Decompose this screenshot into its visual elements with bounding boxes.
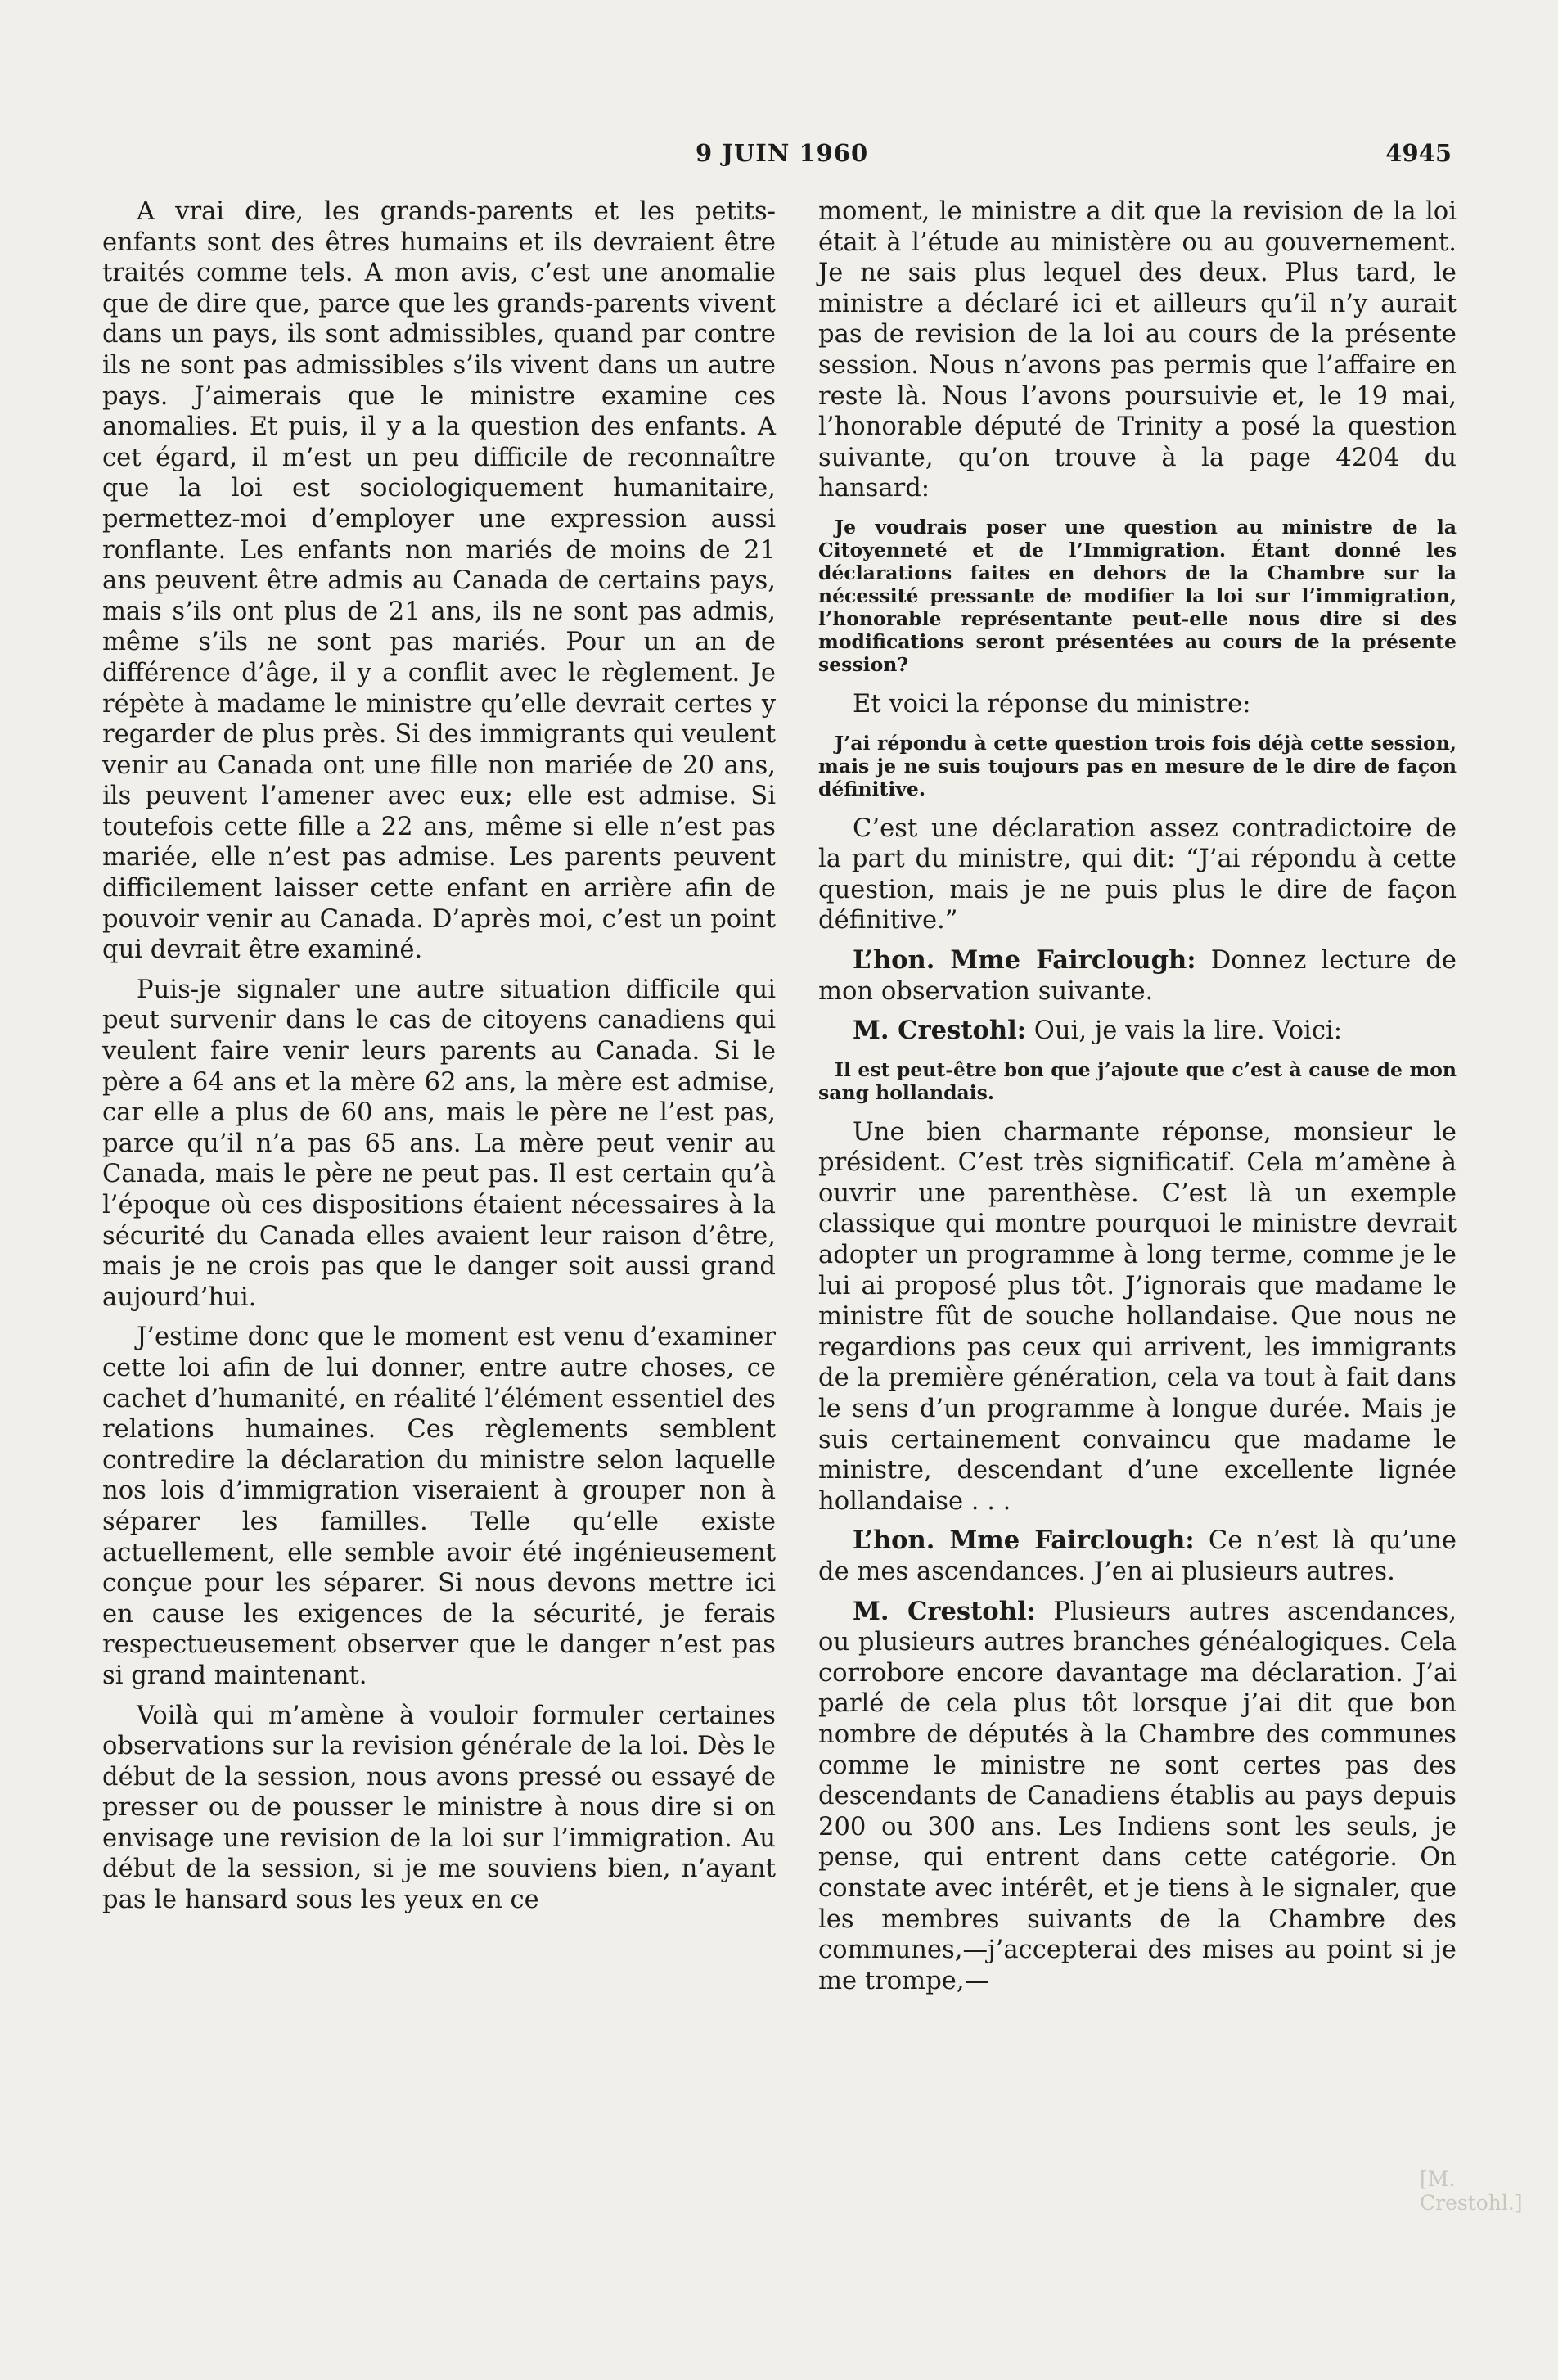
- left-column: [102, 196, 776, 1925]
- speaker-name: L’hon. Mme Fairclough:: [853, 944, 1196, 975]
- block-quote: J’ai répondu à cette question trois fois déjà cette session, mais je ne suis toujours pas en mesure de le dire de façon définitive.: [818, 731, 1457, 800]
- speaker-name: M. Crestohl:: [853, 1016, 1027, 1046]
- paragraph: Voilà qui m’amène à vouloir formuler certaines observations sur la revision générale de la loi. Dès le début de la session, nous avons pressé ou essayé de presser ou de pousser le ministre à nous dire si on envisage une revision de la loi sur l’immigration. Au début de la session, si je me souviens bien, n’ayant pas le hansard sous les yeux en ce: [102, 1701, 776, 1915]
- speech: [818, 1597, 1457, 1997]
- page-header: [0, 139, 1558, 172]
- paragraph: C’est une déclaration assez contradictoire de la part du ministre, qui dit: “J’ai répondu à cette question, mais je ne puis plus le dire de façon définitive.”: [818, 814, 1457, 935]
- paragraph: J’estime donc que le moment est venu d’examiner cette loi afin de lui donner, entre autre choses, ce cachet d’humanité, en réalité l’élément essentiel des relations humaines. Ces règlements semblent contredire la déclaration du ministre selon laquelle nos lois d’immigration viseraient à grouper non à séparer les familles. Telle qu’elle existe actuellement, elle semble avoir été ingénieusement conçue pour les séparer. Si nous devons mettre ici en cause les exigences de la sécurité, je ferais respectueusement observer que le danger n’est pas si grand maintenant.: [102, 1323, 776, 1690]
- paragraph: A vrai dire, les grands-parents et les petits-enfants sont des êtres humains et ils devraient être traités comme tels. A mon avis, c’est une anomalie que de dire que, parce que les grands-parents vivent dans un pays, ils sont admissibles, quand par contre ils ne sont pas admissibles s’ils vivent dans un autre pays. J’aimerais que le ministre examine ces anomalies. Et puis, il y a la question des enfants. A cet égard, il m’est un peu difficile de reconnaître que la loi est sociologiquement humanitaire, permettez-moi d’employer une expression aussi ronflante. Les enfants non mariés de moins de 21 ans peuvent être admis au Canada de certains pays, mais s’ils ont plus de 21 ans, ils ne sont pas admis, même s’ils ne sont pas mariés. Pour un an de différence d’âge, il y a conflit avec le règlement. Je répète à madame le ministre qu’elle devrait certes y regarder de plus près. Si des immigrants qui veulent venir au Canada ont une fille non mariée de 20 ans, ils peuvent l’amener avec eux; elle est admise. Si toutefois cette fille a 22 ans, même si elle n’est pas mariée, elle n’est pas admise. Les parents peuvent difficilement laisser cette enfant en arrière afin de pouvoir venir au Canada. D’après moi, c’est un point qui devrait être examiné.: [102, 197, 776, 965]
- speech-text: Plusieurs autres ascendances, ou plusieurs autres branches généalogiques. Cela corrobore encore davantage ma déclaration. J’ai parlé de cela plus tôt lorsque j’ai dit que bon nombre de députés à la Chambre des communes comme le ministre ne sont certes pas des descendants de Canadiens établis au pays depuis 200 ou 300 ans. Les Indiens sont les seuls, je pense, qui entrent dans cette catégorie. On constate avec intérêt, et je tiens à le signaler, que les membres suivants de la Chambre des communes,—j’accepterai des mises au point si je me trompe,—: [818, 1597, 1457, 1995]
- right-column: [818, 196, 1457, 2005]
- paragraph: Une bien charmante réponse, monsieur le président. C’est très significatif. Cela m’amène à ouvrir une parenthèse. C’est là un exemple classique qui montre pourquoi le ministre devrait adopter un programme à long terme, comme je le lui ai proposé plus tôt. J’ignorais que madame le ministre fût de souche hollandaise. Que nous ne regardions pas ceux qui arrivent, les immigrants de la première génération, cela va tout à fait dans le sens d’un programme à longue durée. Mais je suis certainement convaincu que madame le ministre, descendant d’une excellente lignée hollandaise . . .: [818, 1117, 1457, 1516]
- page-number: 4945: [1385, 139, 1452, 167]
- speech-text: Ce n’est là qu’une de mes ascendances. J’en ai plusieurs autres.: [818, 1526, 1457, 1586]
- paragraph: moment, le ministre a dit que la revision de la loi était à l’étude au ministère ou au gouvernement. Je ne sais plus lequel des deux. Plus tard, le ministre a déclaré ici et ailleurs qu’il n’y aurait pas de revision de la loi au cours de la présente session. Nous n’avons pas permis que l’affaire en reste là. Nous l’avons poursuivie et, le 19 mai, l’honorable député de Trinity a posé la question suivante, qu’on trouve à la page 4204 du hansard:: [818, 197, 1457, 503]
- bleed-through-text: [M. Crestohl.]: [1420, 2167, 1523, 2215]
- header-date: 9 JUIN 1960: [696, 139, 869, 167]
- paragraph: Et voici la réponse du ministre:: [853, 689, 1251, 719]
- block-quote: Je voudrais poser une question au ministre de la Citoyenneté et de l’Immigration. Étant donné les déclarations faites en dehors de la Chambre sur la nécessité pressante de modifier la loi sur l’immigration, l’honorable représentante peut-elle nous dire si des modifications seront présentées au cours de la présente session?: [818, 515, 1457, 676]
- speaker-name: L’hon. Mme Fairclough:: [853, 1526, 1195, 1556]
- block-quote: Il est peut-être bon que j’ajoute que c’est à cause de mon sang hollandais.: [818, 1057, 1457, 1104]
- paragraph: Puis-je signaler une autre situation difficile qui peut survenir dans le cas de citoyens canadiens qui veulent faire venir leurs parents au Canada. Si le père a 64 ans et la mère 62 ans, la mère est admise, car elle a plus de 60 ans, mais le père ne l’est pas, parce qu’il n’a pas 65 ans. La mère peut venir au Canada, mais le père ne peut pas. Il est certain qu’à l’époque où ces dispositions étaient nécessaires à la sécurité du Canada elles avaient leur raison d’être, mais je ne crois pas que le danger soit aussi grand aujourd’hui.: [102, 975, 776, 1312]
- speech-text: Oui, je vais la lire. Voici:: [1033, 1016, 1343, 1046]
- speech: [818, 1526, 1457, 1587]
- speech-text: Donnez lecture de mon observation suivante.: [818, 945, 1457, 1006]
- speech: [818, 945, 1457, 1007]
- speech: [818, 1016, 1457, 1047]
- speaker-name: M. Crestohl:: [853, 1596, 1036, 1626]
